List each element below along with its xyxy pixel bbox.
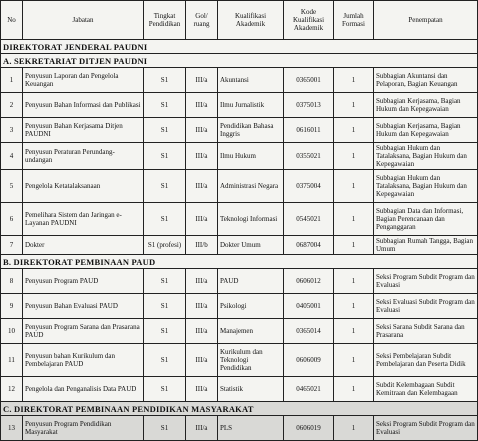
table-row <box>1 118 478 143</box>
section-row <box>1 402 478 416</box>
cell-kualifikasi: Ilmu Jurnalistik <box>218 93 284 118</box>
cell-gol: III/a <box>186 93 218 118</box>
cell-kode: 0616011 <box>284 118 334 143</box>
cell-gol: III/a <box>186 170 218 203</box>
cell-kode: 0365014 <box>284 319 334 344</box>
cell-no: 12 <box>1 377 23 402</box>
cell-gol: III/b <box>186 236 218 255</box>
cell-no: 1 <box>1 68 23 93</box>
cell-penempatan: Seksi Program Subdit Program dan Evaluasi <box>374 269 478 294</box>
table-row <box>1 93 478 118</box>
cell-gol: III/a <box>186 416 218 441</box>
cell-gol: III/a <box>186 269 218 294</box>
table-row <box>1 68 478 93</box>
cell-kode: 0365001 <box>284 68 334 93</box>
header-no: No <box>1 1 23 40</box>
cell-penempatan: Subbagian Hukum dan Tatalaksana, Bagian Hukum dan Kepegawaian <box>374 143 478 170</box>
cell-tingkat: S1 <box>144 416 186 441</box>
cell-no: 3 <box>1 118 23 143</box>
cell-jabatan: Pengelola Ketatalaksanaan <box>23 170 144 203</box>
cell-no: 6 <box>1 203 23 236</box>
cell-kode: 0606009 <box>284 344 334 377</box>
cell-jabatan: Pengelola dan Penganalisis Data PAUD <box>23 377 144 402</box>
cell-no: 11 <box>1 344 23 377</box>
cell-jabatan: Penyusun Peraturan Perundang-undangan <box>23 143 144 170</box>
cell-jumlah: 1 <box>334 170 374 203</box>
header-kode: Kode Kualifikasi Akademik <box>284 1 334 40</box>
cell-kualifikasi: Kurikulum dan Teknologi Pendidikan <box>218 344 284 377</box>
cell-kode: 0405001 <box>284 294 334 319</box>
cell-kode: 0375004 <box>284 170 334 203</box>
cell-tingkat: S1 <box>144 143 186 170</box>
cell-kualifikasi: Administrasi Negara <box>218 170 284 203</box>
cell-penempatan: Subbagian Hukum dan Tatalaksana, Bagian Hukum dan Kepegawaian <box>374 170 478 203</box>
cell-jabatan: Penyusun Program Sarana dan Prasarana PAUD <box>23 319 144 344</box>
cell-no: 5 <box>1 170 23 203</box>
section-row <box>1 40 478 54</box>
cell-jumlah: 1 <box>334 319 374 344</box>
cell-gol: III/a <box>186 118 218 143</box>
cell-kualifikasi: Teknologi Informasi <box>218 203 284 236</box>
cell-jabatan: Pemelihara Sistem dan Jaringan e-Layanan PAUDNI <box>23 203 144 236</box>
table-row <box>1 170 478 203</box>
section-row <box>1 54 478 68</box>
cell-penempatan: Subbagian Kerjasama, Bagian Hukum dan Kepegawaian <box>374 93 478 118</box>
cell-kualifikasi: Pendidikan Bahasa Inggris <box>218 118 284 143</box>
cell-kualifikasi: Dokter Umum <box>218 236 284 255</box>
cell-jumlah: 1 <box>334 93 374 118</box>
cell-jumlah: 1 <box>334 294 374 319</box>
cell-kode: 0355021 <box>284 143 334 170</box>
cell-penempatan: Subbagian Data dan Informasi, Bagian Perencanaan dan Penganggaran <box>374 203 478 236</box>
cell-jabatan: Dokter <box>23 236 144 255</box>
cell-gol: III/a <box>186 68 218 93</box>
cell-jumlah: 1 <box>334 269 374 294</box>
table-row <box>1 236 478 255</box>
cell-no: 13 <box>1 416 23 441</box>
cell-tingkat: S1 <box>144 170 186 203</box>
cell-jabatan: Penyusun Bahan Evaluasi PAUD <box>23 294 144 319</box>
cell-jabatan: Penyusun Program PAUD <box>23 269 144 294</box>
cell-kualifikasi: PAUD <box>218 269 284 294</box>
cell-jumlah: 1 <box>334 344 374 377</box>
cell-kode: 0375013 <box>284 93 334 118</box>
cell-tingkat: S1 <box>144 68 186 93</box>
cell-jumlah: 1 <box>334 416 374 441</box>
header-penempatan: Penempatan <box>374 1 478 40</box>
cell-gol: III/a <box>186 377 218 402</box>
header-jumlah: Jumlah Formasi <box>334 1 374 40</box>
cell-kode: 0687004 <box>284 236 334 255</box>
cell-jabatan: Penyusun Bahan Informasi dan Publikasi <box>23 93 144 118</box>
cell-tingkat: S1 <box>144 294 186 319</box>
cell-jabatan: Penyusun Laporan dan Pengelola Keuangan <box>23 68 144 93</box>
header-row <box>1 1 478 40</box>
cell-jumlah: 1 <box>334 236 374 255</box>
cell-penempatan: Seksi Evaluasi Subdit Program dan Evaluasi <box>374 294 478 319</box>
cell-tingkat: S1 (profesi) <box>144 236 186 255</box>
cell-penempatan: Subbagian Rumah Tangga, Bagian Umum <box>374 236 478 255</box>
cell-kualifikasi: PLS <box>218 416 284 441</box>
cell-tingkat: S1 <box>144 203 186 236</box>
cell-tingkat: S1 <box>144 118 186 143</box>
cell-no: 4 <box>1 143 23 170</box>
cell-jumlah: 1 <box>334 68 374 93</box>
table-row <box>1 269 478 294</box>
header-kualifikasi: Kualifikasi Akademik <box>218 1 284 40</box>
section-row <box>1 255 478 269</box>
cell-jabatan: Penyusun Program Pendidikan Masyarakat <box>23 416 144 441</box>
table-row <box>1 416 478 441</box>
cell-no: 8 <box>1 269 23 294</box>
cell-penempatan: Seksi Pembelajaran Subdit Pembelajaran dan Peserta Didik <box>374 344 478 377</box>
cell-tingkat: S1 <box>144 319 186 344</box>
cell-tingkat: S1 <box>144 377 186 402</box>
table-row <box>1 143 478 170</box>
cell-gol: III/a <box>186 143 218 170</box>
cell-kualifikasi: Psikologi <box>218 294 284 319</box>
cell-kualifikasi: Ilmu Hukum <box>218 143 284 170</box>
cell-no: 2 <box>1 93 23 118</box>
cell-penempatan: Subbagian Akuntansi dan Pelaporan, Bagian Keuangan <box>374 68 478 93</box>
cell-no: 7 <box>1 236 23 255</box>
cell-jabatan: Penyusun bahan Kurikulum dan Pembelajaran PAUD <box>23 344 144 377</box>
table-row <box>1 319 478 344</box>
table-row <box>1 377 478 402</box>
cell-no: 9 <box>1 294 23 319</box>
section-title: DIREKTORAT JENDERAL PAUDNI <box>1 40 478 54</box>
table-row <box>1 294 478 319</box>
cell-kode: 0465021 <box>284 377 334 402</box>
cell-kode: 0545021 <box>284 203 334 236</box>
table-row <box>1 203 478 236</box>
cell-no: 10 <box>1 319 23 344</box>
cell-jumlah: 1 <box>334 377 374 402</box>
cell-tingkat: S1 <box>144 269 186 294</box>
cell-gol: III/a <box>186 344 218 377</box>
cell-jumlah: 1 <box>334 118 374 143</box>
table-row <box>1 344 478 377</box>
cell-gol: III/a <box>186 319 218 344</box>
cell-penempatan: Subdit Kelembagaan Subdit Kemitraan dan Kelembagaan <box>374 377 478 402</box>
cell-penempatan: Seksi Program Subdit Program dan Evaluasi <box>374 416 478 441</box>
cell-tingkat: S1 <box>144 93 186 118</box>
cell-kualifikasi: Statistik <box>218 377 284 402</box>
cell-jabatan: Penyusun Bahan Kerjasama Ditjen PAUDNI <box>23 118 144 143</box>
cell-jumlah: 1 <box>334 203 374 236</box>
cell-kode: 0606012 <box>284 269 334 294</box>
section-title: C. DIREKTORAT PEMBINAAN PENDIDIKAN MASYARAKAT <box>1 402 478 416</box>
cell-tingkat: S1 <box>144 344 186 377</box>
cell-jumlah: 1 <box>334 143 374 170</box>
cell-penempatan: Subbagian Kerjasama, Bagian Hukum dan Kepegawaian <box>374 118 478 143</box>
cell-gol: III/a <box>186 294 218 319</box>
section-title: B. DIREKTORAT PEMBINAAN PAUD <box>1 255 478 269</box>
header-gol: Gol/ ruang <box>186 1 218 40</box>
cell-kode: 0606019 <box>284 416 334 441</box>
section-title: A. SEKRETARIAT DITJEN PAUDNI <box>1 54 478 68</box>
cell-kualifikasi: Akuntansi <box>218 68 284 93</box>
cell-kualifikasi: Manajemen <box>218 319 284 344</box>
header-jabatan: Jabatan <box>23 1 144 40</box>
cell-penempatan: Seksi Sarana Subdit Sarana dan Prasarana <box>374 319 478 344</box>
cell-gol: III/a <box>186 203 218 236</box>
header-tingkat: Tingkat Pendidikan <box>144 1 186 40</box>
